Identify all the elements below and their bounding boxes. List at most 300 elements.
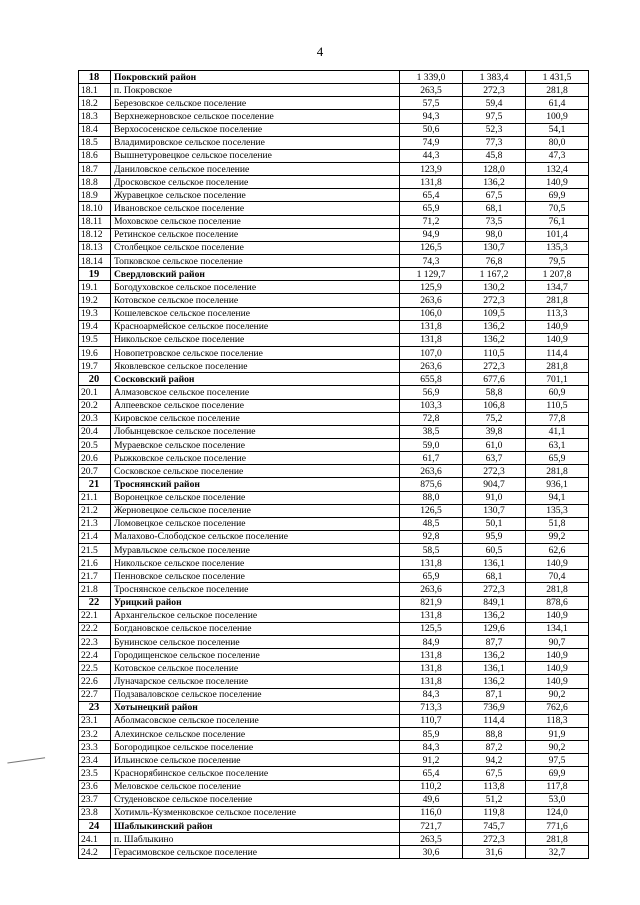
value-year3-cell: 135,3 xyxy=(526,241,589,254)
value-year2-cell: 52,3 xyxy=(463,123,526,136)
row-number-cell: 22.4 xyxy=(79,649,111,662)
value-year2-cell: 136,2 xyxy=(463,320,526,333)
value-year2-cell: 59,4 xyxy=(463,97,526,110)
value-year2-cell: 50,1 xyxy=(463,517,526,530)
value-year3-cell: 1 207,8 xyxy=(526,268,589,281)
value-year2-cell: 745,7 xyxy=(463,820,526,833)
row-number-cell: 20.7 xyxy=(79,465,111,478)
value-year3-cell: 69,9 xyxy=(526,767,589,780)
row-number-cell: 21.2 xyxy=(79,504,111,517)
value-year1-cell: 59,0 xyxy=(400,438,463,451)
value-year2-cell: 75,2 xyxy=(463,412,526,425)
value-year1-cell: 131,8 xyxy=(400,675,463,688)
row-number-cell: 20.4 xyxy=(79,425,111,438)
value-year2-cell: 136,2 xyxy=(463,609,526,622)
row-name-cell: Малахово-Слободское сельское поселение xyxy=(111,530,400,543)
value-year3-cell: 140,9 xyxy=(526,320,589,333)
district-row xyxy=(79,596,589,609)
settlement-row xyxy=(79,846,589,859)
value-year2-cell: 68,1 xyxy=(463,570,526,583)
value-year2-cell: 87,2 xyxy=(463,741,526,754)
value-year1-cell: 263,6 xyxy=(400,360,463,373)
value-year3-cell: 134,7 xyxy=(526,281,589,294)
row-name-cell: Ретинское сельское поселение xyxy=(111,228,400,241)
row-number-cell: 20.3 xyxy=(79,412,111,425)
value-year3-cell: 76,1 xyxy=(526,215,589,228)
value-year1-cell: 125,9 xyxy=(400,281,463,294)
value-year1-cell: 110,7 xyxy=(400,714,463,727)
value-year2-cell: 136,2 xyxy=(463,333,526,346)
row-number-cell: 18.12 xyxy=(79,228,111,241)
settlement-row xyxy=(79,189,589,202)
row-number-cell: 19.3 xyxy=(79,307,111,320)
row-number-cell: 22.7 xyxy=(79,688,111,701)
value-year1-cell: 875,6 xyxy=(400,478,463,491)
value-year1-cell: 91,2 xyxy=(400,754,463,767)
value-year3-cell: 90,2 xyxy=(526,741,589,754)
value-year1-cell: 263,6 xyxy=(400,294,463,307)
row-name-cell: Журавецкое сельское поселение xyxy=(111,189,400,202)
row-number-cell: 20.5 xyxy=(79,438,111,451)
value-year2-cell: 136,1 xyxy=(463,662,526,675)
row-name-cell: Сосковское сельское поселение xyxy=(111,465,400,478)
value-year2-cell: 95,9 xyxy=(463,530,526,543)
row-number-cell: 24 xyxy=(79,820,111,833)
settlement-row xyxy=(79,793,589,806)
settlement-row xyxy=(79,123,589,136)
row-number-cell: 21.6 xyxy=(79,557,111,570)
value-year2-cell: 76,8 xyxy=(463,254,526,267)
settlement-row xyxy=(79,294,589,307)
value-year2-cell: 61,0 xyxy=(463,438,526,451)
row-number-cell: 21.8 xyxy=(79,583,111,596)
row-number-cell: 22.5 xyxy=(79,662,111,675)
row-number-cell: 19.5 xyxy=(79,333,111,346)
row-name-cell: Троснянский район xyxy=(111,478,400,491)
value-year3-cell: 80,0 xyxy=(526,136,589,149)
row-name-cell: Ломовецкое сельское поселение xyxy=(111,517,400,530)
value-year2-cell: 272,3 xyxy=(463,465,526,478)
row-name-cell: Сосковский район xyxy=(111,373,400,386)
value-year3-cell: 124,0 xyxy=(526,806,589,819)
row-name-cell: Подзаваловское сельское поселение xyxy=(111,688,400,701)
table-body xyxy=(79,71,589,859)
settlement-row xyxy=(79,649,589,662)
row-name-cell: Рыжковское сельское поселение xyxy=(111,452,400,465)
value-year2-cell: 77,3 xyxy=(463,136,526,149)
row-name-cell: Богородицкое сельское поселение xyxy=(111,741,400,754)
value-year1-cell: 106,0 xyxy=(400,307,463,320)
district-row xyxy=(79,701,589,714)
row-number-cell: 21.5 xyxy=(79,544,111,557)
row-name-cell: Жерновецкое сельское поселение xyxy=(111,504,400,517)
value-year3-cell: 771,6 xyxy=(526,820,589,833)
value-year1-cell: 65,9 xyxy=(400,202,463,215)
value-year3-cell: 140,9 xyxy=(526,649,589,662)
row-name-cell: Кировское сельское поселение xyxy=(111,412,400,425)
value-year1-cell: 48,5 xyxy=(400,517,463,530)
row-number-cell: 18.10 xyxy=(79,202,111,215)
value-year1-cell: 263,5 xyxy=(400,833,463,846)
row-name-cell: Воронецкое сельское поселение xyxy=(111,491,400,504)
value-year3-cell: 101,4 xyxy=(526,228,589,241)
row-number-cell: 22.2 xyxy=(79,622,111,635)
row-number-cell: 18.3 xyxy=(79,110,111,123)
row-number-cell: 20.1 xyxy=(79,386,111,399)
value-year2-cell: 1 167,2 xyxy=(463,268,526,281)
value-year3-cell: 281,8 xyxy=(526,360,589,373)
value-year3-cell: 77,8 xyxy=(526,412,589,425)
settlement-row xyxy=(79,557,589,570)
settlement-row xyxy=(79,97,589,110)
row-number-cell: 18.13 xyxy=(79,241,111,254)
value-year1-cell: 30,6 xyxy=(400,846,463,859)
settlement-row xyxy=(79,320,589,333)
value-year1-cell: 131,8 xyxy=(400,557,463,570)
settlement-row xyxy=(79,399,589,412)
row-name-cell: Мураевское сельское поселение xyxy=(111,438,400,451)
row-number-cell: 18.9 xyxy=(79,189,111,202)
row-number-cell: 23.1 xyxy=(79,714,111,727)
settlement-row xyxy=(79,544,589,557)
settlement-row xyxy=(79,622,589,635)
row-name-cell: Шаблыкинский район xyxy=(111,820,400,833)
row-number-cell: 18.11 xyxy=(79,215,111,228)
row-number-cell: 23.8 xyxy=(79,806,111,819)
value-year1-cell: 721,7 xyxy=(400,820,463,833)
district-row xyxy=(79,71,589,84)
district-row xyxy=(79,268,589,281)
row-name-cell: Пенновское сельское поселение xyxy=(111,570,400,583)
value-year3-cell: 134,1 xyxy=(526,622,589,635)
value-year2-cell: 60,5 xyxy=(463,544,526,557)
row-name-cell: Котовское сельское поселение xyxy=(111,294,400,307)
value-year3-cell: 113,3 xyxy=(526,307,589,320)
value-year3-cell: 60,9 xyxy=(526,386,589,399)
row-number-cell: 18.7 xyxy=(79,162,111,175)
settlement-row xyxy=(79,806,589,819)
value-year2-cell: 87,1 xyxy=(463,688,526,701)
settlement-row xyxy=(79,609,589,622)
value-year2-cell: 97,5 xyxy=(463,110,526,123)
value-year1-cell: 116,0 xyxy=(400,806,463,819)
value-year1-cell: 65,4 xyxy=(400,189,463,202)
row-number-cell: 19 xyxy=(79,268,111,281)
value-year3-cell: 140,9 xyxy=(526,609,589,622)
value-year3-cell: 62,6 xyxy=(526,544,589,557)
value-year3-cell: 100,9 xyxy=(526,110,589,123)
allocation-table xyxy=(78,70,589,859)
row-number-cell: 21 xyxy=(79,478,111,491)
value-year3-cell: 90,7 xyxy=(526,636,589,649)
row-name-cell: Архангельское сельское поселение xyxy=(111,609,400,622)
row-number-cell: 21.4 xyxy=(79,530,111,543)
settlement-row xyxy=(79,465,589,478)
settlement-row xyxy=(79,728,589,741)
value-year1-cell: 126,5 xyxy=(400,504,463,517)
value-year1-cell: 126,5 xyxy=(400,241,463,254)
row-name-cell: Даниловское сельское поселение xyxy=(111,162,400,175)
row-number-cell: 18.4 xyxy=(79,123,111,136)
value-year3-cell: 281,8 xyxy=(526,583,589,596)
row-name-cell: Троснянское сельское поселение xyxy=(111,583,400,596)
value-year1-cell: 74,9 xyxy=(400,136,463,149)
row-name-cell: Богдановское сельское поселение xyxy=(111,622,400,635)
value-year1-cell: 94,3 xyxy=(400,110,463,123)
value-year3-cell: 69,9 xyxy=(526,189,589,202)
row-name-cell: Герасимовское сельское поселение xyxy=(111,846,400,859)
settlement-row xyxy=(79,110,589,123)
value-year1-cell: 655,8 xyxy=(400,373,463,386)
settlement-row xyxy=(79,675,589,688)
settlement-row xyxy=(79,530,589,543)
row-number-cell: 22.3 xyxy=(79,636,111,649)
district-row xyxy=(79,820,589,833)
row-name-cell: Топковское сельское поселение xyxy=(111,254,400,267)
value-year1-cell: 131,8 xyxy=(400,333,463,346)
settlement-row xyxy=(79,241,589,254)
value-year2-cell: 136,2 xyxy=(463,675,526,688)
value-year3-cell: 97,5 xyxy=(526,754,589,767)
row-name-cell: Свердловский район xyxy=(111,268,400,281)
value-year2-cell: 94,2 xyxy=(463,754,526,767)
value-year1-cell: 84,3 xyxy=(400,688,463,701)
settlement-row xyxy=(79,438,589,451)
row-number-cell: 22 xyxy=(79,596,111,609)
value-year2-cell: 113,8 xyxy=(463,780,526,793)
value-year3-cell: 135,3 xyxy=(526,504,589,517)
value-year2-cell: 128,0 xyxy=(463,162,526,175)
settlement-row xyxy=(79,662,589,675)
row-name-cell: п. Покровское xyxy=(111,84,400,97)
row-number-cell: 23.4 xyxy=(79,754,111,767)
settlement-row xyxy=(79,833,589,846)
settlement-row xyxy=(79,360,589,373)
row-name-cell: Бунинское сельское поселение xyxy=(111,636,400,649)
row-name-cell: Моховское сельское поселение xyxy=(111,215,400,228)
value-year3-cell: 54,1 xyxy=(526,123,589,136)
settlement-row xyxy=(79,215,589,228)
settlement-row xyxy=(79,767,589,780)
settlement-row xyxy=(79,570,589,583)
value-year2-cell: 31,6 xyxy=(463,846,526,859)
value-year2-cell: 136,2 xyxy=(463,176,526,189)
value-year3-cell: 140,9 xyxy=(526,176,589,189)
value-year1-cell: 38,5 xyxy=(400,425,463,438)
row-number-cell: 22.1 xyxy=(79,609,111,622)
row-number-cell: 18.5 xyxy=(79,136,111,149)
value-year3-cell: 41,1 xyxy=(526,425,589,438)
row-name-cell: Верхососенское сельское поселение xyxy=(111,123,400,136)
row-name-cell: Городищенское сельское поселение xyxy=(111,649,400,662)
settlement-row xyxy=(79,176,589,189)
settlement-row xyxy=(79,452,589,465)
value-year2-cell: 119,8 xyxy=(463,806,526,819)
value-year1-cell: 131,8 xyxy=(400,662,463,675)
value-year3-cell: 47,3 xyxy=(526,149,589,162)
row-number-cell: 19.2 xyxy=(79,294,111,307)
value-year1-cell: 1 129,7 xyxy=(400,268,463,281)
value-year1-cell: 58,5 xyxy=(400,544,463,557)
value-year2-cell: 67,5 xyxy=(463,767,526,780)
settlement-row xyxy=(79,333,589,346)
value-year2-cell: 88,8 xyxy=(463,728,526,741)
value-year1-cell: 123,9 xyxy=(400,162,463,175)
settlement-row xyxy=(79,583,589,596)
value-year1-cell: 49,6 xyxy=(400,793,463,806)
row-name-cell: Муравльское сельское поселение xyxy=(111,544,400,557)
value-year2-cell: 87,7 xyxy=(463,636,526,649)
row-name-cell: Ильинское сельское поселение xyxy=(111,754,400,767)
value-year3-cell: 114,4 xyxy=(526,346,589,359)
row-name-cell: Богодуховское сельское поселение xyxy=(111,281,400,294)
row-name-cell: Кошелевское сельское поселение xyxy=(111,307,400,320)
row-name-cell: Краснорябинское сельское поселение xyxy=(111,767,400,780)
value-year3-cell: 99,2 xyxy=(526,530,589,543)
settlement-row xyxy=(79,741,589,754)
value-year2-cell: 129,6 xyxy=(463,622,526,635)
row-number-cell: 18.14 xyxy=(79,254,111,267)
value-year2-cell: 1 383,4 xyxy=(463,71,526,84)
value-year1-cell: 65,4 xyxy=(400,767,463,780)
value-year1-cell: 92,8 xyxy=(400,530,463,543)
value-year1-cell: 713,3 xyxy=(400,701,463,714)
value-year1-cell: 72,8 xyxy=(400,412,463,425)
settlement-row xyxy=(79,425,589,438)
row-name-cell: Березовское сельское поселение xyxy=(111,97,400,110)
row-name-cell: Алпеевское сельское поселение xyxy=(111,399,400,412)
value-year3-cell: 90,2 xyxy=(526,688,589,701)
value-year2-cell: 272,3 xyxy=(463,360,526,373)
value-year3-cell: 110,5 xyxy=(526,399,589,412)
value-year1-cell: 131,8 xyxy=(400,320,463,333)
value-year1-cell: 44,3 xyxy=(400,149,463,162)
row-name-cell: Вышнетуровецкое сельское поселение xyxy=(111,149,400,162)
row-name-cell: п. Шаблыкино xyxy=(111,833,400,846)
value-year2-cell: 73,5 xyxy=(463,215,526,228)
value-year3-cell: 936,1 xyxy=(526,478,589,491)
row-name-cell: Лобынцевское сельское поселение xyxy=(111,425,400,438)
row-name-cell: Студеновское сельское поселение xyxy=(111,793,400,806)
value-year2-cell: 67,5 xyxy=(463,189,526,202)
row-name-cell: Столбецкое сельское поселение xyxy=(111,241,400,254)
row-number-cell: 19.1 xyxy=(79,281,111,294)
row-name-cell: Красноармейское сельское поселение xyxy=(111,320,400,333)
value-year3-cell: 91,9 xyxy=(526,728,589,741)
value-year2-cell: 110,5 xyxy=(463,346,526,359)
margin-pencil-mark xyxy=(5,739,45,763)
value-year3-cell: 94,1 xyxy=(526,491,589,504)
row-name-cell: Алехинское сельское поселение xyxy=(111,728,400,741)
value-year3-cell: 70,5 xyxy=(526,202,589,215)
row-number-cell: 23 xyxy=(79,701,111,714)
value-year1-cell: 50,6 xyxy=(400,123,463,136)
value-year2-cell: 136,2 xyxy=(463,649,526,662)
row-number-cell: 23.7 xyxy=(79,793,111,806)
settlement-row xyxy=(79,307,589,320)
row-number-cell: 18.2 xyxy=(79,97,111,110)
value-year3-cell: 140,9 xyxy=(526,675,589,688)
row-number-cell: 23.2 xyxy=(79,728,111,741)
value-year2-cell: 63,7 xyxy=(463,452,526,465)
value-year2-cell: 114,4 xyxy=(463,714,526,727)
value-year1-cell: 65,9 xyxy=(400,570,463,583)
value-year1-cell: 263,6 xyxy=(400,583,463,596)
value-year3-cell: 63,1 xyxy=(526,438,589,451)
value-year1-cell: 74,3 xyxy=(400,254,463,267)
row-name-cell: Верхнежерновское сельское поселение xyxy=(111,110,400,123)
value-year1-cell: 56,9 xyxy=(400,386,463,399)
value-year1-cell: 263,6 xyxy=(400,465,463,478)
value-year2-cell: 272,3 xyxy=(463,294,526,307)
settlement-row xyxy=(79,202,589,215)
value-year3-cell: 281,8 xyxy=(526,833,589,846)
row-number-cell: 18 xyxy=(79,71,111,84)
row-name-cell: Урицкий район xyxy=(111,596,400,609)
value-year3-cell: 65,9 xyxy=(526,452,589,465)
value-year2-cell: 68,1 xyxy=(463,202,526,215)
value-year1-cell: 94,9 xyxy=(400,228,463,241)
value-year1-cell: 107,0 xyxy=(400,346,463,359)
row-name-cell: Новопетровское сельское поселение xyxy=(111,346,400,359)
value-year3-cell: 701,1 xyxy=(526,373,589,386)
settlement-row xyxy=(79,714,589,727)
row-number-cell: 21.7 xyxy=(79,570,111,583)
value-year3-cell: 61,4 xyxy=(526,97,589,110)
value-year3-cell: 281,8 xyxy=(526,294,589,307)
value-year2-cell: 51,2 xyxy=(463,793,526,806)
value-year3-cell: 878,6 xyxy=(526,596,589,609)
value-year2-cell: 904,7 xyxy=(463,478,526,491)
row-number-cell: 20 xyxy=(79,373,111,386)
value-year2-cell: 736,9 xyxy=(463,701,526,714)
value-year1-cell: 84,3 xyxy=(400,741,463,754)
row-number-cell: 24.1 xyxy=(79,833,111,846)
row-number-cell: 19.7 xyxy=(79,360,111,373)
row-name-cell: Никольское сельское поселение xyxy=(111,557,400,570)
row-name-cell: Покровский район xyxy=(111,71,400,84)
value-year3-cell: 32,7 xyxy=(526,846,589,859)
row-name-cell: Владимировское сельское поселение xyxy=(111,136,400,149)
value-year1-cell: 85,9 xyxy=(400,728,463,741)
value-year1-cell: 125,5 xyxy=(400,622,463,635)
settlement-row xyxy=(79,281,589,294)
district-row xyxy=(79,373,589,386)
settlement-row xyxy=(79,346,589,359)
row-name-cell: Хотынецкий район xyxy=(111,701,400,714)
row-name-cell: Луначарское сельское поселение xyxy=(111,675,400,688)
value-year3-cell: 281,8 xyxy=(526,465,589,478)
value-year1-cell: 61,7 xyxy=(400,452,463,465)
settlement-row xyxy=(79,149,589,162)
value-year3-cell: 140,9 xyxy=(526,333,589,346)
settlement-row xyxy=(79,84,589,97)
value-year2-cell: 91,0 xyxy=(463,491,526,504)
settlement-row xyxy=(79,491,589,504)
row-name-cell: Ивановское сельское поселение xyxy=(111,202,400,215)
value-year1-cell: 57,5 xyxy=(400,97,463,110)
settlement-row xyxy=(79,754,589,767)
row-number-cell: 19.6 xyxy=(79,346,111,359)
value-year2-cell: 272,3 xyxy=(463,84,526,97)
value-year2-cell: 98,0 xyxy=(463,228,526,241)
value-year3-cell: 762,6 xyxy=(526,701,589,714)
value-year3-cell: 281,8 xyxy=(526,84,589,97)
row-name-cell: Яковлевское сельское поселение xyxy=(111,360,400,373)
district-row xyxy=(79,478,589,491)
value-year3-cell: 70,4 xyxy=(526,570,589,583)
settlement-row xyxy=(79,136,589,149)
